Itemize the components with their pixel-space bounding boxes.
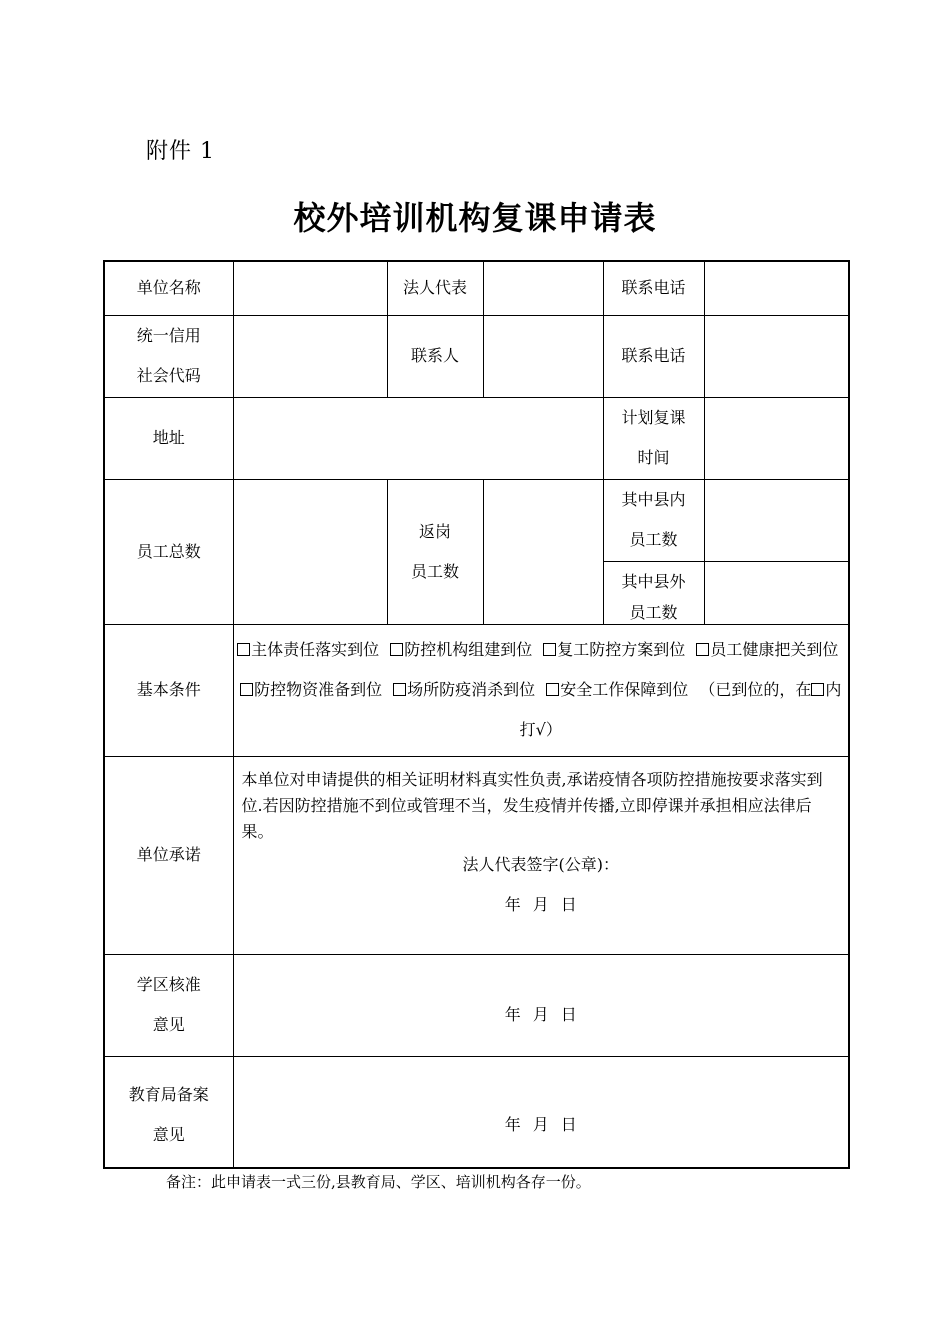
application-form [103,260,850,1169]
label-returned-staff [387,479,483,624]
label-phone: 联系电话 [603,261,704,315]
field-legal-rep[interactable] [483,261,603,315]
label-contact: 联系人 [387,315,483,397]
out-county-line1: 其中县外 [621,571,686,591]
condition-item[interactable]: 复工防控方案到位 [543,640,685,659]
checkbox-icon[interactable] [543,643,556,656]
bureau-line2: 意见 [152,1124,185,1144]
label-out-county-staff [603,561,704,624]
label-credit-code [104,315,233,397]
bureau-record-field[interactable] [233,1056,849,1168]
checkbox-icon[interactable] [390,643,403,656]
credit-code-line2: 社会代码 [136,366,201,385]
checkbox-icon[interactable] [696,643,709,656]
condition-item[interactable]: 员工健康把关到位 [696,640,838,659]
field-address[interactable] [233,397,603,479]
field-phone2[interactable] [704,315,849,397]
label-bureau-record [104,1056,233,1168]
label-unit-name: 单位名称 [104,261,233,315]
field-in-county-staff[interactable] [704,479,849,561]
field-contact[interactable] [483,315,603,397]
district-date: 年 月 日 [504,1005,577,1024]
label-unit-pledge: 单位承诺 [104,756,233,954]
checkbox-icon[interactable] [546,683,559,696]
form-title: 校外培训机构复课申请表 [293,199,657,237]
condition-item[interactable]: 防控物资准备到位 [240,680,382,699]
resume-time-line2: 时间 [637,448,670,467]
condition-item[interactable]: 主体责任落实到位 [237,640,379,659]
attachment-label: 附件 1 [146,139,215,164]
label-in-county-staff [603,479,704,561]
field-total-staff[interactable] [233,479,387,624]
condition-item[interactable]: 安全工作保障到位 [546,680,688,699]
label-total-staff: 员工总数 [104,479,233,624]
pledge-text: 本单位对申请提供的相关证明材料真实性负责,承诺疫情各项防控措施按要求落实到位.若因防控措施不到位或管理不当，发生疫情并传播,立即停课并承担相应法律后果。 [241,769,823,841]
pledge-date[interactable]: 年 月 日 [504,894,577,914]
label-phone2: 联系电话 [603,315,704,397]
field-credit-code[interactable] [233,315,387,397]
district-line2: 意见 [152,1015,185,1034]
field-unit-name[interactable] [233,261,387,315]
credit-code-line1: 统一信用 [136,326,201,345]
signature-label: 法人代表签字(公章)： [462,854,619,874]
bureau-line1: 教育局备案 [128,1084,209,1104]
label-legal-rep: 法人代表 [387,261,483,315]
field-resume-time[interactable] [704,397,849,479]
district-approval-field[interactable] [233,954,849,1056]
checkbox-icon[interactable] [393,683,406,696]
in-county-line1: 其中县内 [621,490,686,509]
basic-conditions-checklist [233,624,849,756]
in-county-line2: 员工数 [629,530,678,549]
label-district-approval [104,954,233,1056]
checkbox-icon[interactable] [237,643,250,656]
field-out-county-staff[interactable] [704,561,849,624]
label-resume-time [603,397,704,479]
out-county-line2: 员工数 [629,602,678,622]
checkbox-icon[interactable] [240,683,253,696]
pledge-cell [233,756,849,954]
bureau-date: 年 月 日 [504,1114,577,1134]
footer-note: 备注：此申请表一式三份,县教育局、学区、培训机构各存一份。 [166,1173,591,1191]
resume-time-line1: 计划复课 [621,408,686,427]
condition-item[interactable]: 防控机构组建到位 [390,640,532,659]
field-returned-staff[interactable] [483,479,603,624]
field-phone[interactable] [704,261,849,315]
returned-line2: 员工数 [410,561,459,581]
label-basic-conditions: 基本条件 [104,624,233,756]
label-address: 地址 [104,397,233,479]
conditions-instruction: （已到位的，在 内打√） [519,680,842,739]
returned-line1: 返岗 [418,521,451,541]
condition-item[interactable]: 场所防疫消杀到位 [393,680,535,699]
checkbox-icon [811,683,824,696]
district-line1: 学区核准 [136,975,201,994]
